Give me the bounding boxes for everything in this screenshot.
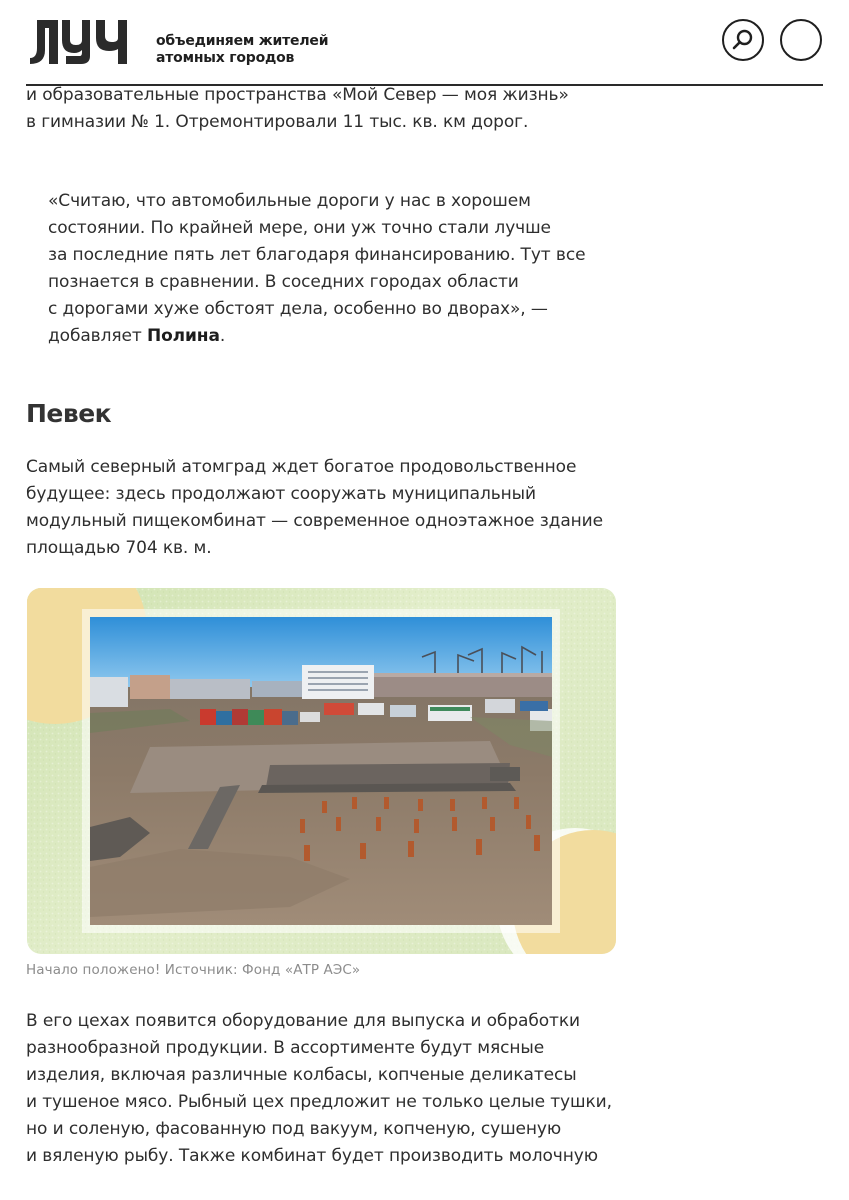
quote-block: [48, 188, 585, 350]
factory-paragraph: [26, 1008, 612, 1170]
paragraph-line: и образовательные пространства «Мой Север — моя жизнь»: [26, 85, 569, 105]
tagline-line: атомных городов: [156, 50, 295, 66]
quote-author: Полина: [146, 326, 220, 346]
intro-paragraph: [26, 82, 569, 136]
figure-caption: Начало положено! Источник: Фонд «АТР АЭС»: [26, 962, 361, 978]
paragraph-line: площадью 704 кв. м.: [26, 538, 212, 558]
section-title: Певек: [26, 399, 112, 428]
quote-suffix: .: [219, 326, 226, 346]
search-button[interactable]: [722, 19, 764, 61]
site-tagline: [156, 33, 328, 67]
paragraph-line: в гимназии № 1. Отремонтировали 11 тыс. кв. км дорог.: [26, 112, 529, 132]
quote-line: состоянии. По крайней мере, они уж точно стали лучше: [48, 218, 551, 238]
paragraph-line: Самый северный атомград ждет богатое продовольственное: [26, 457, 577, 477]
quote-line: с дорогами хуже обстоят дела, особенно во дворах», —: [48, 299, 548, 319]
search-icon: [731, 28, 755, 52]
paragraph-line: изделия, включая различные колбасы, копченые деликатесы: [26, 1065, 577, 1085]
paragraph-line: разнообразной продукции. В ассортименте будут мясные: [26, 1038, 545, 1058]
paragraph-line: и вяленую рыбу. Также комбинат будет производить молочную: [26, 1146, 598, 1166]
quote-line: за последние пять лет благодаря финансированию. Тут все: [48, 245, 586, 265]
quote-line: познается в сравнении. В соседних городах области: [48, 272, 519, 292]
construction-site-photo: [90, 617, 552, 925]
menu-button[interactable]: [780, 19, 822, 61]
quote-last-line: [48, 323, 585, 350]
tagline-line: объединяем жителей: [156, 33, 329, 49]
paragraph-line: В его цехах появится оборудование для выпуска и обработки: [26, 1011, 580, 1031]
luch-logo[interactable]: [26, 18, 136, 66]
quote-line: «Считаю, что автомобильные дороги у нас в хорошем: [48, 191, 531, 211]
paragraph-line: и тушеное мясо. Рыбный цех предложит не только целые тушки,: [26, 1092, 612, 1112]
paragraph-line: будущее: здесь продолжают сооружать муниципальный: [26, 484, 536, 504]
quote-prefix: добавляет: [48, 326, 147, 346]
article-figure[interactable]: [27, 588, 616, 954]
paragraph-line: но и соленую, фасованную под вакуум, копченую, сушеную: [26, 1119, 562, 1139]
paragraph-line: модульный пищекомбинат — современное одноэтажное здание: [26, 511, 603, 531]
pevek-paragraph: [26, 454, 603, 562]
site-header: [0, 0, 849, 86]
